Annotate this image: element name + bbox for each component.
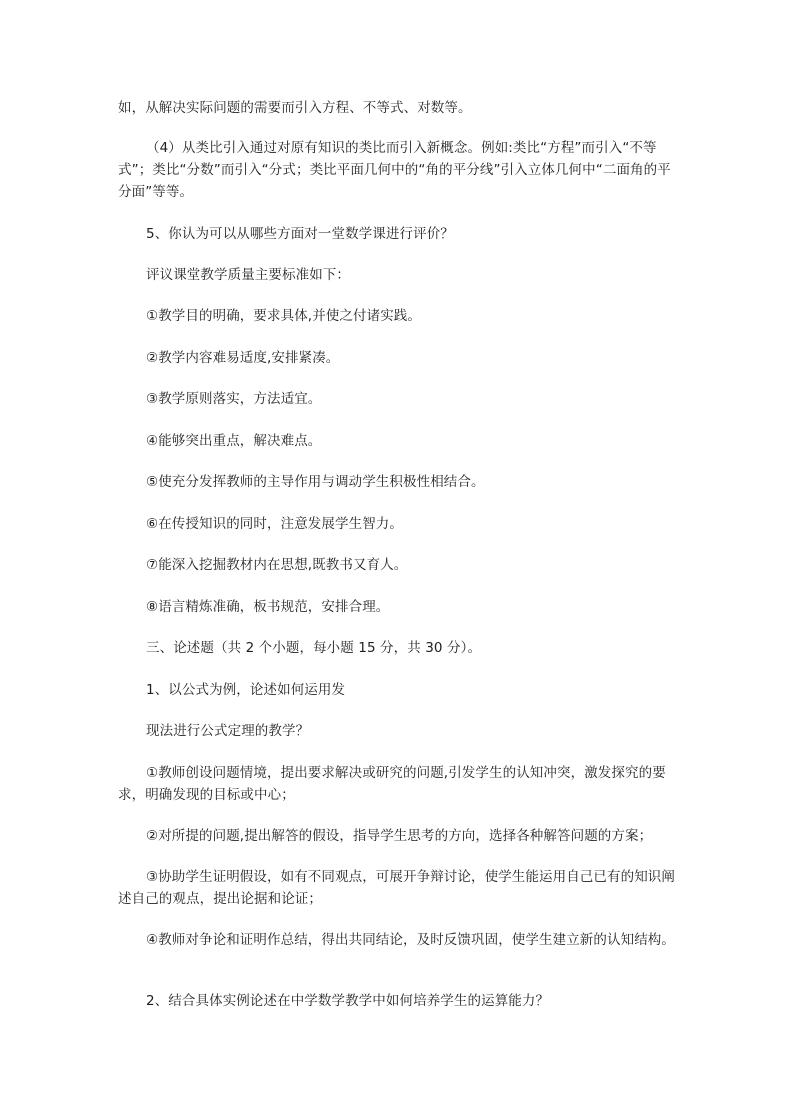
answer-step-3: ③协助学生证明假设，如有不同观点，可展开争辩讨论，使学生能运用自己已有的知识阐述自己的观点，提出论据和论证； <box>118 869 676 907</box>
answer-step-4: ④教师对争论和证明作总结，得出共同结论，及时反馈巩固，使学生建立新的认知结构。 <box>146 932 676 948</box>
criterion-5: ⑤使充分发挥教师的主导作用与调动学生积极性相结合。 <box>146 474 485 490</box>
paragraph-analogy-intro: （4）从类比引入通过对原有知识的类比而引入新概念。例如:类比“方程”而引入“不等式”；类比“分数”而引入“分式；类比平面几何中的“角的平分线”引入立体几何中“二面角的平分面”等等。 <box>118 140 671 200</box>
essay-question-2: 2、结合具体实例论述在中学数学教学中如何培养学生的运算能力？ <box>146 993 550 1009</box>
answer-step-1: ①教师创设问题情境，提出要求解决或研究的问题,引发学生的认知冲突，激发探究的要求，明确发现的目标或中心； <box>118 765 666 803</box>
criterion-1: ①教学目的明确，要求具体,并使之付诸实践。 <box>146 308 421 324</box>
question-5-heading: 5、你认为可以从哪些方面对一堂数学课进行评价？ <box>146 226 454 242</box>
criterion-3: ③教学原则落实，方法适宜。 <box>146 391 322 407</box>
criterion-8: ⑧语言精炼准确，板书规范，安排合理。 <box>146 599 390 615</box>
evaluation-criteria-intro: 评议课堂教学质量主要标准如下： <box>146 267 350 283</box>
criterion-6: ⑥在传授知识的同时，注意发展学生智力。 <box>146 516 404 532</box>
essay-question-1-part-a: 1、以公式为例，论述如何运用发 <box>146 682 346 698</box>
criterion-4: ④能够突出重点，解决难点。 <box>146 433 322 449</box>
answer-step-2: ②对所提的问题,提出解答的假设，指导学生思考的方向，选择各种解答问题的方案； <box>146 828 653 844</box>
criterion-2: ②教学内容难易适度,安排紧凑。 <box>146 350 340 366</box>
essay-question-1-part-b: 现法进行公式定理的教学？ <box>146 723 310 739</box>
criterion-7: ⑦能深入挖掘教材内在思想,既教书又育人。 <box>146 557 408 573</box>
section-3-heading: 三、论述题（共 2 个小题，每小题 15 分，共 30 分）。 <box>146 640 482 656</box>
paragraph-continuation: 如，从解决实际问题的需要而引入方程、不等式、对数等。 <box>118 100 472 116</box>
